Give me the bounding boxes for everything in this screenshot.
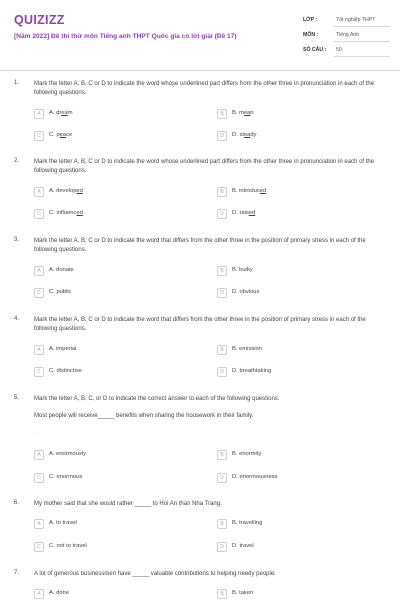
option-text: A. enormously [49, 451, 87, 457]
question-number: 1. [14, 80, 20, 86]
option-text: D. breathtaking [232, 368, 272, 374]
option-b[interactable] [217, 450, 367, 461]
option-text: C. peace [49, 132, 73, 138]
option-text: A. done [49, 590, 70, 596]
question-text: Mark the letter A, B, C or D to indicate the word whose underlined part differs from the other three in pronunciation in each of the following questions. [34, 159, 375, 174]
option-text: C. enormous [49, 474, 83, 480]
option-text: A. dream [49, 110, 73, 116]
meta-line [334, 56, 390, 57]
option-text: B. emission [232, 346, 262, 352]
option-text: B. taken [232, 590, 254, 596]
question-dot: . [34, 430, 36, 436]
meta-grade-key: LỚP : [303, 17, 318, 23]
option-text: D. steady [232, 132, 257, 138]
option-text: C. not to travel [49, 543, 87, 549]
option-text: B. introduced [232, 188, 267, 194]
option-text: C. influenced [49, 210, 83, 216]
option-letter-badge: D [217, 367, 227, 377]
option-letter-badge: B [217, 187, 227, 197]
option-c[interactable] [34, 131, 184, 142]
meta-line [334, 41, 390, 42]
worksheet-title: [Năm 2022] Đề thi thử môn Tiếng anh THPT Quốc gia có lời giải (Đề 17) [14, 33, 237, 40]
option-b[interactable] [217, 519, 367, 530]
option-letter-badge: B [217, 109, 227, 119]
option-letter-badge: D [217, 209, 227, 219]
worksheet-header [0, 0, 400, 62]
option-text: B. enormity [232, 451, 262, 457]
option-c[interactable] [34, 367, 184, 378]
option-text: D. enormousness [232, 474, 278, 480]
option-c[interactable] [34, 288, 184, 299]
option-letter-badge: A [34, 589, 44, 599]
question-text: My mother said that she would rather _____ to Hoi An than Nha Trang. [34, 501, 222, 507]
option-letter-badge: B [217, 519, 227, 529]
option-a[interactable] [34, 187, 184, 198]
option-a[interactable] [34, 450, 184, 461]
option-text: B. mean [232, 110, 254, 116]
option-text: D. obvious [232, 289, 260, 295]
option-letter-badge: D [217, 473, 227, 483]
question-number: 4. [14, 316, 20, 322]
option-letter-badge: B [217, 450, 227, 460]
option-d[interactable] [217, 131, 367, 142]
question-number: 2. [14, 158, 20, 164]
option-letter-badge: A [34, 187, 44, 197]
option-text: A. developed [49, 188, 83, 194]
option-d[interactable] [217, 473, 367, 484]
option-letter-badge: A [34, 109, 44, 119]
option-letter-badge: B [217, 266, 227, 276]
option-b[interactable] [217, 187, 367, 198]
option-letter-badge: C [34, 209, 44, 219]
question-number: 7. [14, 570, 20, 576]
option-a[interactable] [34, 345, 184, 356]
option-letter-badge: B [217, 589, 227, 599]
question-text: Mark the letter A, B, C or D to indicate the word that differs from the other three in the position of primary stress in each of the following questions. [34, 238, 366, 253]
option-letter-badge: C [34, 473, 44, 483]
option-letter-badge: D [217, 288, 227, 298]
meta-count-key: SỐ CÂU : [303, 47, 327, 53]
option-letter-badge: C [34, 131, 44, 141]
option-c[interactable] [34, 542, 184, 553]
option-text: B. travelling [232, 520, 263, 526]
quizizz-logo: QUIZIZZ [14, 13, 65, 27]
option-text: C. public [49, 289, 72, 295]
option-letter-badge: A [34, 519, 44, 529]
option-letter-badge: A [34, 266, 44, 276]
option-b[interactable] [217, 345, 367, 356]
question-text: Mark the letter A, B, C or D to indicate the word whose underlined part differs from the other three in pronunciation in each of the following questions. [34, 81, 375, 96]
header-divider [0, 70, 400, 71]
option-c[interactable] [34, 209, 184, 220]
option-d[interactable] [217, 367, 367, 378]
meta-grade-value: Tốt nghiệp THPT [336, 17, 376, 23]
option-d[interactable] [217, 542, 367, 553]
option-letter-badge: D [217, 542, 227, 552]
option-letter-badge: A [34, 450, 44, 460]
meta-line [334, 26, 390, 27]
option-a[interactable] [34, 519, 184, 530]
question-number: 6. [14, 500, 20, 506]
option-text: A. to travel [49, 520, 77, 526]
option-c[interactable] [34, 473, 184, 484]
option-d[interactable] [217, 209, 367, 220]
question-text: Mark the letter A, B, C or D to indicate the word that differs from the other three in the position of primary stress in each of the following questions. [34, 317, 366, 332]
option-text: A. imperial [49, 346, 77, 352]
option-a[interactable] [34, 109, 184, 120]
option-b[interactable] [217, 589, 367, 600]
option-text: B. bulky [232, 267, 253, 273]
question-sentence: Most people will receive_____ benefits when sharing the housework in their family. [34, 413, 254, 419]
option-text: D. travel [232, 543, 254, 549]
option-a[interactable] [34, 589, 184, 600]
meta-subject-key: MÔN : [303, 32, 319, 38]
meta-count-value: 50 [336, 47, 342, 53]
meta-subject-value: Tiếng Anh [336, 32, 360, 38]
option-text: D. raised [232, 210, 256, 216]
option-text: A. donate [49, 267, 74, 273]
option-text: C. distinctive [49, 368, 82, 374]
question-number: 5. [14, 395, 20, 401]
option-letter-badge: A [34, 345, 44, 355]
option-b[interactable] [217, 266, 367, 277]
option-letter-badge: C [34, 367, 44, 377]
option-letter-badge: C [34, 542, 44, 552]
option-letter-badge: D [217, 131, 227, 141]
option-letter-badge: C [34, 288, 44, 298]
option-a[interactable] [34, 266, 184, 277]
question-text: Mark the letter A, B, C, or D to indicate the correct answer to each of the following questions. [34, 396, 280, 402]
option-b[interactable] [217, 109, 367, 120]
question-number: 3. [14, 237, 20, 243]
option-d[interactable] [217, 288, 367, 299]
question-text: A lot of generous businessmen have _____ valuable contributions to helping needy people. [34, 571, 276, 577]
option-letter-badge: B [217, 345, 227, 355]
